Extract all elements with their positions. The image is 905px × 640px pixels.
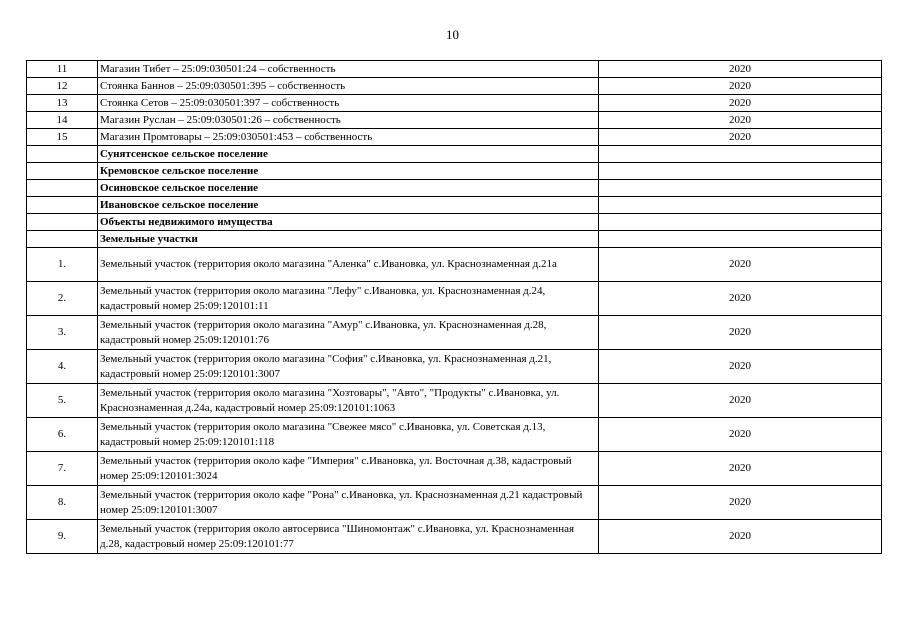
row-year: 2020 [599, 350, 882, 384]
row-number [27, 163, 98, 180]
table-row [27, 282, 882, 316]
row-description: Магазин Руслан – 25:09:030501:26 – собственность [98, 112, 599, 129]
row-description: Земельный участок (территория около магазина "Хозтовары", "Авто", "Продукты" с.Ивановка, ул. Краснознаменная д.24а, кадастровый номер 25:09:120101:1063 [98, 384, 599, 418]
table-row [27, 112, 882, 129]
section-heading: Земельные участки [98, 231, 599, 248]
row-description: Земельный участок (территория около магазина "Свежее мясо" с.Ивановка, ул. Советская д.13, кадастровый номер 25:09:120101:118 [98, 418, 599, 452]
row-number: 6. [27, 418, 98, 452]
section-heading: Сунятсенское сельское поселение [98, 146, 599, 163]
row-year: 2020 [599, 452, 882, 486]
row-number [27, 180, 98, 197]
row-year: 2020 [599, 316, 882, 350]
section-row [27, 163, 882, 180]
row-number: 13 [27, 95, 98, 112]
row-number: 12 [27, 78, 98, 95]
row-number: 15 [27, 129, 98, 146]
row-year [599, 214, 882, 231]
table-row [27, 384, 882, 418]
row-description: Земельный участок (территория около кафе "Рона" с.Ивановка, ул. Краснознаменная д.21 кадастровый номер 25:09:120101:3007 [98, 486, 599, 520]
row-number: 7. [27, 452, 98, 486]
section-heading: Осиновское сельское поселение [98, 180, 599, 197]
row-number [27, 146, 98, 163]
row-description: Земельный участок (территория около магазина "Аленка" с.Ивановка, ул. Краснознаменная д.21а [98, 248, 599, 282]
row-number: 14 [27, 112, 98, 129]
row-description: Земельный участок (территория около кафе "Империя" с.Ивановка, ул. Восточная д.38, кадастровый номер 25:09:120101:3024 [98, 452, 599, 486]
table-row [27, 129, 882, 146]
table-row [27, 486, 882, 520]
row-year: 2020 [599, 129, 882, 146]
property-table [26, 60, 882, 554]
row-number: 9. [27, 520, 98, 554]
row-number: 5. [27, 384, 98, 418]
row-number: 11 [27, 61, 98, 78]
row-year [599, 180, 882, 197]
row-year [599, 146, 882, 163]
section-row [27, 180, 882, 197]
row-year: 2020 [599, 95, 882, 112]
row-year: 2020 [599, 78, 882, 95]
row-description: Стоянка Сетов – 25:09:030501:397 – собственность [98, 95, 599, 112]
row-year [599, 231, 882, 248]
section-heading: Объекты недвижимого имущества [98, 214, 599, 231]
row-description: Земельный участок (территория около магазина "Амур" с.Ивановка, ул. Краснознаменная д.28, кадастровый номер 25:09:120101:76 [98, 316, 599, 350]
row-description: Магазин Тибет – 25:09:030501:24 – собственность [98, 61, 599, 78]
row-description: Земельный участок (территория около магазина "Лефу" с.Ивановка, ул. Краснознаменная д.24, кадастровый номер 25:09:120101:11 [98, 282, 599, 316]
row-year: 2020 [599, 486, 882, 520]
section-heading: Кремовское сельское поселение [98, 163, 599, 180]
row-year: 2020 [599, 61, 882, 78]
row-year: 2020 [599, 112, 882, 129]
row-year: 2020 [599, 418, 882, 452]
row-year: 2020 [599, 520, 882, 554]
row-number [27, 197, 98, 214]
row-number: 4. [27, 350, 98, 384]
section-row [27, 231, 882, 248]
table-row [27, 452, 882, 486]
section-row [27, 214, 882, 231]
row-year [599, 197, 882, 214]
row-description: Земельный участок (территория около автосервиса "Шиномонтаж" с.Ивановка, ул. Краснознаменная д.28, кадастровый номер 25:09:120101:77 [98, 520, 599, 554]
section-heading: Ивановское сельское поселение [98, 197, 599, 214]
table-row [27, 248, 882, 282]
row-number: 2. [27, 282, 98, 316]
row-description: Стоянка Баннов – 25:09:030501:395 – собственность [98, 78, 599, 95]
table-row [27, 95, 882, 112]
row-description: Магазин Промтовары – 25:09:030501:453 – собственность [98, 129, 599, 146]
row-number [27, 231, 98, 248]
table-row [27, 520, 882, 554]
table-row [27, 350, 882, 384]
row-description: Земельный участок (территория около магазина "София" с.Ивановка, ул. Краснознаменная д.21, кадастровый номер 25:09:120101:3007 [98, 350, 599, 384]
table-row [27, 61, 882, 78]
table-row [27, 418, 882, 452]
row-number: 3. [27, 316, 98, 350]
page-number: 10 [446, 27, 459, 42]
row-year: 2020 [599, 282, 882, 316]
row-number: 8. [27, 486, 98, 520]
row-number [27, 214, 98, 231]
row-year [599, 163, 882, 180]
row-year: 2020 [599, 384, 882, 418]
table-row [27, 78, 882, 95]
section-row [27, 197, 882, 214]
section-row [27, 146, 882, 163]
row-number: 1. [27, 248, 98, 282]
table-row [27, 316, 882, 350]
row-year: 2020 [599, 248, 882, 282]
